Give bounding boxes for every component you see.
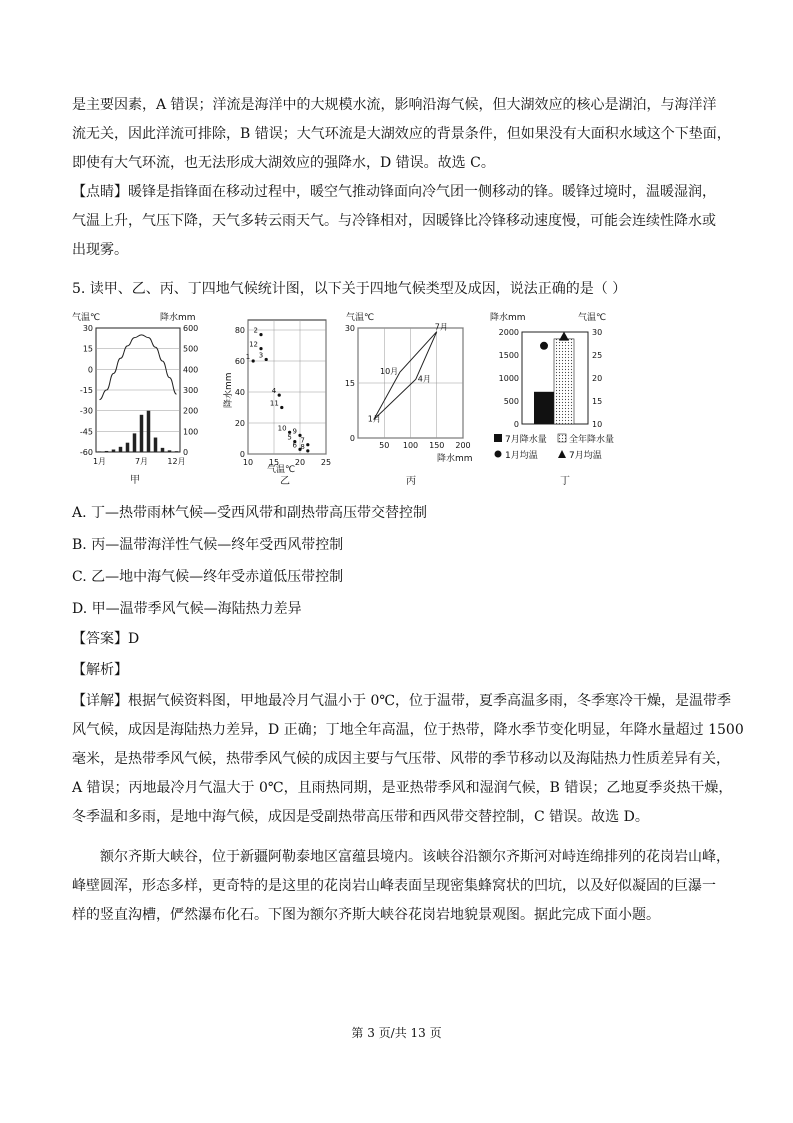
ding-right-axis-label: 气温℃	[578, 313, 607, 323]
yi-x-tick: 10	[242, 458, 254, 467]
jia-right-tick: 500	[183, 344, 199, 354]
question-stem: 5. 读甲、乙、丙、丁四地气候统计图，以下关于四地气候类型及成因，说法正确的是（ ）	[72, 281, 627, 297]
answer-tag: 【答案】	[72, 631, 128, 647]
text-line: 是主要因素，A 错误；洋流是海洋中的大规模水流，影响沿海气候，但大湖效应的核心是湖泊，与海洋洋	[72, 97, 717, 113]
jia-precip-bar	[147, 411, 151, 452]
ding-marker-july-temp	[559, 332, 569, 341]
dianjing-line	[72, 181, 716, 201]
option-c[interactable]: C. 乙—地中海气候—终年受赤道低压带控制	[72, 569, 344, 585]
text-line: 出现雾。	[72, 242, 128, 258]
legend-swatch-july-precip	[494, 434, 502, 442]
ding-left-tick: 1500	[498, 351, 519, 360]
yi-data-point	[306, 449, 309, 452]
detail-tag: 【详解】	[72, 693, 128, 709]
legend-circle-marker	[495, 451, 502, 458]
yi-point-label: 10	[277, 424, 287, 433]
bing-x-tick: 50	[379, 441, 390, 450]
ding-bar-annual-precip	[554, 339, 574, 424]
text-line: 即使有大气环流，也无法形成大湖效应的强降水，D 错误。故选 C。	[72, 155, 495, 171]
bing-label-jan: 1月	[367, 414, 381, 424]
jia-left-tick: -60	[79, 448, 93, 457]
yi-point-label: 5	[287, 433, 292, 442]
ding-left-axis-label: 降水mm	[490, 313, 526, 323]
yi-point-label: 11	[269, 399, 279, 408]
ding-legend-1: 全年降水量	[569, 435, 615, 445]
jia-x-tick: 12月	[167, 457, 186, 466]
bing-x-tick: 100	[402, 441, 419, 450]
yi-data-point	[280, 406, 283, 409]
chart-ding	[480, 308, 630, 488]
yi-point-label: 3	[258, 351, 264, 360]
jia-right-axis-label: 降水mm	[160, 313, 196, 323]
jia-precip-bar	[112, 450, 116, 452]
ding-legend-2: 1月均温	[505, 451, 538, 461]
yi-data-point	[259, 333, 262, 336]
ding-left-tick: 2000	[498, 328, 519, 337]
ding-left-tick: 500	[503, 397, 519, 406]
dianjing-text: 暖锋是指锋面在移动过程中，暖空气推动锋面向冷气团一侧移动的锋。暖锋过境时，温暖湿润，	[128, 184, 716, 200]
text-line: 冬季温和多雨，是地中海气候，成因是受副热带高压带和西风带交替控制，C 错误。故选 D。	[72, 809, 649, 825]
text-line: 样的竖直沟槽，俨然瀑布化石。下图为额尔齐斯大峡谷花岗岩地貌景观图。据此完成下面小题。	[72, 907, 660, 923]
bing-x-tick: 200	[455, 441, 471, 450]
text-line: A 错误；丙地最冷月气温大于 0℃，且雨热同期，是亚热带季风和湿润气候，B 错误；乙地夏季炎热干燥，	[72, 780, 733, 796]
text-line: 峰壁圆浑，形态多样，更奇特的是这里的花岗岩山峰表面呈现密集蜂窝状的凹坑，以及好似凝固的巨瀑一	[72, 878, 716, 894]
yi-data-point	[259, 347, 262, 350]
dianjing-tag: 【点睛】	[72, 184, 128, 200]
bing-x-tick: 150	[429, 441, 445, 450]
ding-right-tick: 30	[592, 328, 603, 337]
jia-precip-bar	[119, 447, 123, 452]
ding-right-tick: 20	[592, 374, 603, 383]
yi-caption: 乙	[280, 476, 290, 487]
jia-left-tick: 30	[82, 324, 93, 333]
bing-y-tick: 15	[344, 379, 355, 388]
jia-left-tick: -45	[79, 427, 93, 437]
jia-precip-bar	[126, 443, 130, 452]
yi-point-label: 12	[249, 340, 258, 349]
text-line: 气温上升，气压下降，天气多转云雨天气。与冷锋相对，因暖锋比冷锋移动速度慢，可能会连续性降水或	[72, 213, 716, 229]
yi-x-tick: 15	[268, 458, 280, 467]
bing-y-tick: 30	[344, 324, 355, 333]
jia-right-tick: 600	[183, 324, 199, 333]
chart-bing	[340, 308, 475, 488]
legend-swatch-annual-precip	[558, 434, 566, 442]
ding-left-tick: 0	[513, 420, 519, 429]
jia-left-tick: -30	[79, 406, 93, 416]
chart-jia	[68, 308, 218, 488]
ding-legend-3: 7月均温	[569, 451, 602, 461]
option-a[interactable]: A. 丁—热带雨林气候—受西风带和副热带高压带交替控制	[72, 505, 428, 521]
ding-marker-jan-temp	[540, 342, 548, 350]
jia-precip-bar	[105, 451, 109, 452]
yi-point-label: 7	[300, 436, 305, 445]
jia-precip-bar	[140, 415, 144, 452]
jia-precip-bar	[133, 433, 137, 452]
option-d[interactable]: D. 甲—温带季风气候—海陆热力差异	[72, 601, 302, 617]
yi-x-tick: 25	[320, 458, 332, 467]
yi-y-tick: 60	[234, 357, 245, 366]
jia-x-tick: 7月	[134, 457, 149, 466]
detail-line	[72, 690, 731, 710]
bing-y-tick: 0	[349, 434, 355, 443]
ding-legend-0: 7月降水量	[505, 435, 547, 445]
chart-yi	[222, 308, 340, 488]
jia-left-tick: 15	[82, 344, 93, 354]
text-line: 额尔齐斯大峡谷，位于新疆阿勒泰地区富蕴县境内。该峡谷沿额尔齐斯河对峙连绵排列的花岗岩山峰，	[100, 849, 730, 865]
ding-caption: 丁	[560, 476, 570, 487]
yi-data-point	[306, 443, 309, 446]
jia-right-tick: 300	[183, 386, 199, 395]
jia-precip-bar	[154, 438, 158, 452]
bing-ylabel: 气温℃	[346, 313, 375, 323]
detail-text: 根据气候资料图，甲地最冷月气温小于 0℃，位于温带，夏季高温多雨，冬季寒冷干燥，是温带季	[128, 693, 732, 709]
ding-right-tick: 25	[592, 351, 603, 360]
yi-y-tick: 20	[234, 419, 245, 428]
ding-right-tick: 15	[592, 397, 603, 406]
legend-triangle-marker	[558, 450, 566, 458]
bing-label-july: 7月	[434, 322, 448, 332]
yi-point-label: 2	[253, 326, 258, 335]
page-footer: 第 3 页/共 13 页	[351, 1026, 442, 1040]
yi-point-label: 1	[245, 353, 251, 361]
yi-point-label: 4	[271, 387, 277, 396]
bing-caption: 丙	[406, 476, 416, 487]
option-b[interactable]: B. 丙—温带海洋性气候—终年受西风带控制	[72, 537, 344, 553]
text-line: 毫米，是热带季风气候，热带季风气候的成因主要与气压带、风带的季节移动以及海陆热力性质差异有关，	[72, 751, 730, 767]
ding-bar-july-precip	[534, 392, 554, 424]
yi-data-point	[265, 358, 268, 361]
yi-y-tick: 0	[239, 450, 245, 459]
ding-right-tick: 10	[592, 420, 603, 429]
yi-data-point	[278, 394, 281, 397]
yi-ylabel: 降水mm	[224, 372, 234, 408]
text-line: 风气候，成因是海陆热力差异，D 正确；丁地全年高温，位于热带，降水季节变化明显，年降水量超过 1500	[72, 722, 744, 738]
jia-right-tick: 0	[183, 448, 189, 457]
ding-left-tick: 1000	[498, 374, 519, 383]
jia-right-tick: 100	[183, 427, 199, 437]
jia-precip-bar	[98, 451, 102, 452]
text-line: 流无关，因此洋流可排除，B 错误；大气环流是大湖效应的背景条件，但如果没有大面积水域这个下垫面，	[72, 126, 731, 142]
jia-left-tick: -15	[79, 386, 93, 395]
yi-xlabel: 气温℃	[267, 465, 296, 475]
yi-y-tick: 40	[234, 388, 245, 397]
jia-precip-bar	[161, 448, 165, 452]
jia-x-tick: 1月	[92, 457, 107, 466]
yi-y-tick: 80	[234, 326, 245, 335]
yi-point-label: 6	[292, 441, 297, 450]
yi-data-point	[252, 359, 255, 362]
jia-caption: 甲	[130, 475, 140, 486]
answer-value: D	[128, 631, 140, 647]
bing-label-apr: 4月	[417, 374, 431, 384]
jia-left-axis-label: 气温℃	[72, 313, 101, 323]
yi-point-label: 9	[292, 427, 297, 436]
answer-line	[72, 628, 139, 648]
analysis-tag: 【解析】	[72, 662, 128, 678]
jia-left-tick: 0	[87, 365, 93, 375]
bing-label-oct: 10月	[380, 367, 399, 376]
bing-xlabel: 降水mm	[437, 454, 473, 464]
jia-right-tick: 200	[183, 406, 199, 416]
yi-x-tick: 20	[294, 458, 306, 467]
jia-precip-bar	[168, 450, 172, 452]
jia-right-tick: 400	[183, 365, 199, 375]
yi-point-label: 8	[300, 442, 305, 451]
jia-precip-bar	[175, 451, 179, 452]
